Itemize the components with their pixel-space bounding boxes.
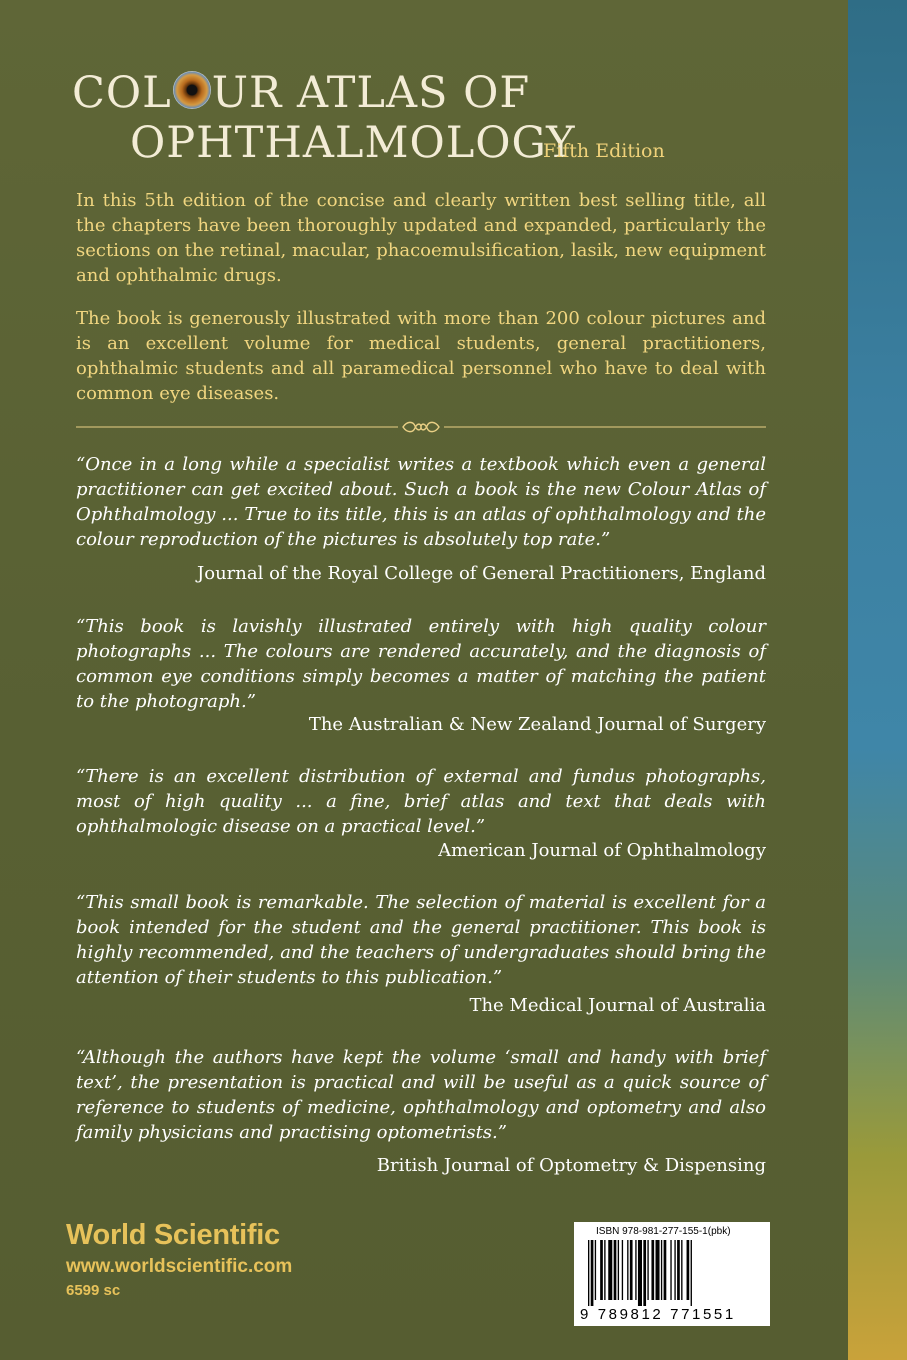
barcode-bar [647,1240,648,1300]
review-quote: “This small book is remarkable. The selection of material is excellent for a book intended for the student and the general practitioner. This book is highly recommended, and the teachers of undergraduates should bring the attention of their students to this publication.” [76,892,766,988]
barcode-bar [604,1240,605,1300]
ornament-divider [76,418,766,436]
barcode-digits: 9 789812 771551 [580,1306,736,1323]
barcode-bar [670,1240,671,1300]
barcode-bar [661,1240,662,1300]
barcode-bar [630,1240,633,1300]
description-paragraph: In this 5th edition of the concise and clearly written best selling title, all the chapters have been thoroughly updated and expanded, particularly the sections on the retinal, macular, phacoemulsification, lasik, new equipment and ophthalmic drugs. [76,190,766,286]
publisher-code: 6599 sc [66,1282,121,1299]
barcode-bar [687,1240,690,1300]
isbn-barcode [574,1222,770,1326]
barcode-bar [656,1240,660,1300]
barcode-bar [627,1240,628,1300]
barcode-bar [677,1240,680,1300]
barcode-bar [618,1240,619,1300]
book-title-line1 [72,68,530,118]
review-source: American Journal of Ophthalmology [438,840,766,861]
barcode-bar [600,1240,603,1300]
barcode-bar [664,1240,667,1300]
review-source: The Australian & New Zealand Journal of Surgery [308,714,766,735]
barcode-bar [681,1240,682,1300]
title-part-before-eye: COL [72,68,172,118]
review-source: Journal of the Royal College of General Practitioners, England [197,563,766,584]
review-quote: “Although the authors have kept the volume ‘small and handy with brief text’, the presentation is practical and will be useful as a quick source of reference to students of medicine, ophthalmology and optometry and also family physicians and practising optometrists.” [76,1047,766,1143]
barcode-bar [591,1240,594,1306]
ornament-icon [403,422,439,431]
barcode-bar [651,1240,654,1300]
spine-artwork [848,0,907,1360]
review-quote: “This book is lavishly illustrated entirely with high quality colour photographs ... The colours are rendered accurately, and the diagnosis of common eye conditions simply becomes a matter of matching the patient to the photograph.” [76,616,766,712]
eye-icon [173,71,211,109]
barcode-bar [595,1240,596,1300]
barcode-bar [614,1240,617,1300]
publisher-website: www.worldscientific.com [66,1256,293,1277]
barcode-bar [691,1240,692,1306]
review-quote: “Once in a long while a specialist writes a textbook which even a general practitioner can get excited about. Such a book is the new Colour Atlas of Ophthalmology ... True to its title, this is an atlas of ophthalmology and the colour reproduction of the pictures is absolutely top rate.” [76,454,766,550]
edition-label: Fifth Edition [543,140,665,162]
book-title-line2: OPHTHALMOLOGY [130,118,576,168]
review-source: The Medical Journal of Australia [469,995,766,1016]
barcode-bar [635,1240,636,1300]
title-part-after-eye: UR ATLAS OF [211,68,531,118]
barcode-bar [608,1240,612,1300]
barcode-bar [588,1240,589,1306]
isbn-label: ISBN 978-981-277-155-1(pbk) [596,1226,731,1237]
barcode-bars [588,1240,758,1306]
review-source: British Journal of Optometry & Dispensing [376,1155,766,1176]
barcode-bar [638,1240,642,1306]
barcode-bar [622,1240,623,1300]
publisher-name: World Scientific [66,1219,280,1251]
barcode-bar [643,1240,646,1306]
description-paragraph: The book is generously illustrated with more than 200 colour pictures and is an excellent volume for medical students, general practitioners, ophthalmic students and all paramedical personnel who have to deal with common eye diseases. [76,308,766,404]
barcode-bar [674,1240,675,1300]
review-quote: “There is an excellent distribution of external and fundus photographs, most of high quality ... a fine, brief atlas and text that deals with ophthalmologic disease on a practical level.” [76,766,766,837]
